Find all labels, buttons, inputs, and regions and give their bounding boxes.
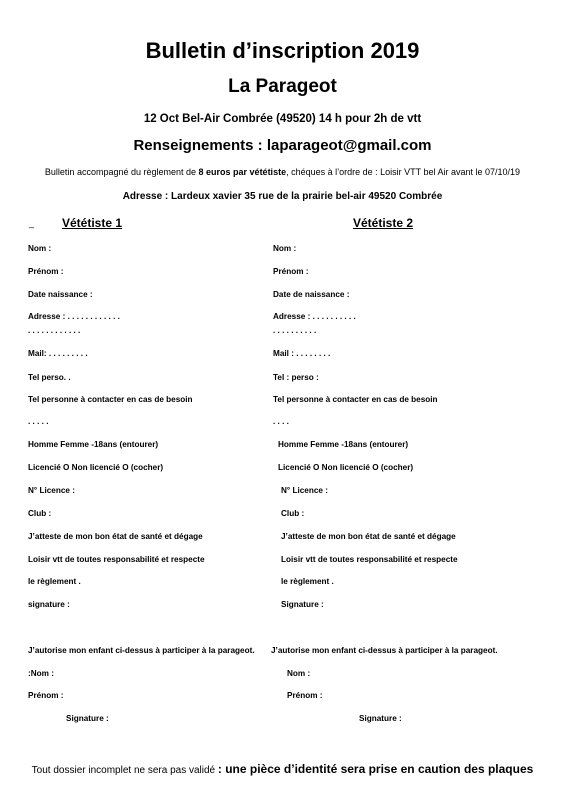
- tel-contact-label-1: Tel personne à contacter en cas de besoin: [28, 395, 193, 404]
- attestation-line-1b: Loisir vtt de toutes responsabilité et respecte: [28, 555, 205, 564]
- signature-field-1[interactable]: signature :: [28, 600, 70, 609]
- autorisation-text-1: J’autorise mon enfant ci-dessus à participer à la parageot.: [28, 646, 255, 655]
- genre-choice-1[interactable]: Homme Femme -18ans (entourer): [28, 440, 159, 449]
- attestation-line-2c: le règlement .: [281, 577, 334, 586]
- nom-field-2[interactable]: Nom :: [273, 244, 297, 253]
- page-subtitle: La Parageot: [228, 76, 337, 97]
- prenom-field-2[interactable]: Prénom :: [273, 267, 309, 276]
- adresse-field-1[interactable]: Adresse : . . . . . . . . . . . .: [28, 312, 120, 321]
- contact-info: Renseignements : laparageot@gmail.com: [133, 137, 432, 154]
- column-heading-1: Vététiste 1: [62, 216, 123, 230]
- tel-contact-dots-1[interactable]: . . . . .: [28, 417, 49, 426]
- attestation-line-2b: Loisir vtt de toutes responsabilité et respecte: [281, 555, 458, 564]
- tel-field-1[interactable]: Tel perso. .: [28, 373, 71, 382]
- tel-contact-label-2: Tel personne à contacter en cas de besoin: [273, 395, 438, 404]
- enfant-signature-field-1[interactable]: Signature :: [66, 714, 109, 723]
- genre-choice-2[interactable]: Homme Femme -18ans (entourer): [278, 440, 409, 449]
- adresse-dots-2: . . . . . . . . . .: [273, 326, 317, 335]
- footer-text-start: Tout dossier incomplet ne sera pas validé: [31, 765, 218, 776]
- column-heading-2: Vététiste 2: [353, 216, 414, 230]
- licence-choice-2[interactable]: Licencié O Non licencié O (cocher): [278, 463, 414, 472]
- adresse-dots-1: . . . . . . . . . . . .: [28, 326, 81, 335]
- tel-field-2[interactable]: Tel : perso :: [273, 373, 319, 382]
- mail-field-1[interactable]: Mail: . . . . . . . . .: [28, 349, 88, 358]
- enfant-nom-field-2[interactable]: Nom :: [287, 669, 311, 678]
- payment-text-start: Bulletin accompagné du règlement de: [44, 167, 199, 177]
- enfant-signature-field-2[interactable]: Signature :: [359, 714, 402, 723]
- num-licence-field-1[interactable]: N° Licence :: [28, 486, 75, 495]
- enfant-prenom-field-2[interactable]: Prénom :: [287, 691, 323, 700]
- prenom-field-1[interactable]: Prénom :: [28, 267, 64, 276]
- signature-field-2[interactable]: Signature :: [281, 600, 324, 609]
- attestation-line-1c: le règlement .: [28, 577, 81, 586]
- num-licence-field-2[interactable]: N° Licence :: [281, 486, 328, 495]
- payment-instructions: [0, 167, 565, 177]
- date-naissance-field-1[interactable]: Date naissance :: [28, 290, 93, 299]
- adresse-field-2[interactable]: Adresse : . . . . . . . . . .: [273, 312, 356, 321]
- enfant-nom-field-1[interactable]: :Nom :: [28, 669, 54, 678]
- footer-text-bold: : une pièce d’identité sera prise en caution des plaques: [217, 762, 534, 776]
- postal-address: Adresse : Lardeux xavier 35 rue de la prairie bel-air 49520 Combrée: [122, 191, 443, 202]
- mail-field-2[interactable]: Mail : . . . . . . . .: [273, 349, 331, 358]
- payment-amount: 8 euros par vététiste: [198, 167, 287, 177]
- attestation-line-2a: J’atteste de mon bon état de santé et dégage: [281, 532, 456, 541]
- attestation-line-1a: J’atteste de mon bon état de santé et dégage: [28, 532, 203, 541]
- autorisation-text-2: J’autorise mon enfant ci-dessus à participer à la parageot.: [271, 646, 498, 655]
- page-title: Bulletin d’inscription 2019: [145, 38, 420, 63]
- date-naissance-field-2[interactable]: Date de naissance :: [273, 290, 350, 299]
- underline-mark: _: [29, 218, 35, 228]
- club-field-1[interactable]: Club :: [28, 509, 52, 518]
- club-field-2[interactable]: Club :: [281, 509, 305, 518]
- event-info: 12 Oct Bel-Air Combrée (49520) 14 h pour 2h de vtt: [143, 113, 422, 125]
- enfant-prenom-field-1[interactable]: Prénom :: [28, 691, 64, 700]
- tel-contact-dots-2[interactable]: . . . .: [273, 417, 289, 426]
- licence-choice-1[interactable]: Licencié O Non licencié O (cocher): [28, 463, 164, 472]
- footer-notice: [0, 762, 565, 776]
- payment-text-end: , chéques à l’ordre de : Loisir VTT bel Air avant le 07/10/19: [286, 167, 521, 177]
- nom-field-1[interactable]: Nom :: [28, 244, 52, 253]
